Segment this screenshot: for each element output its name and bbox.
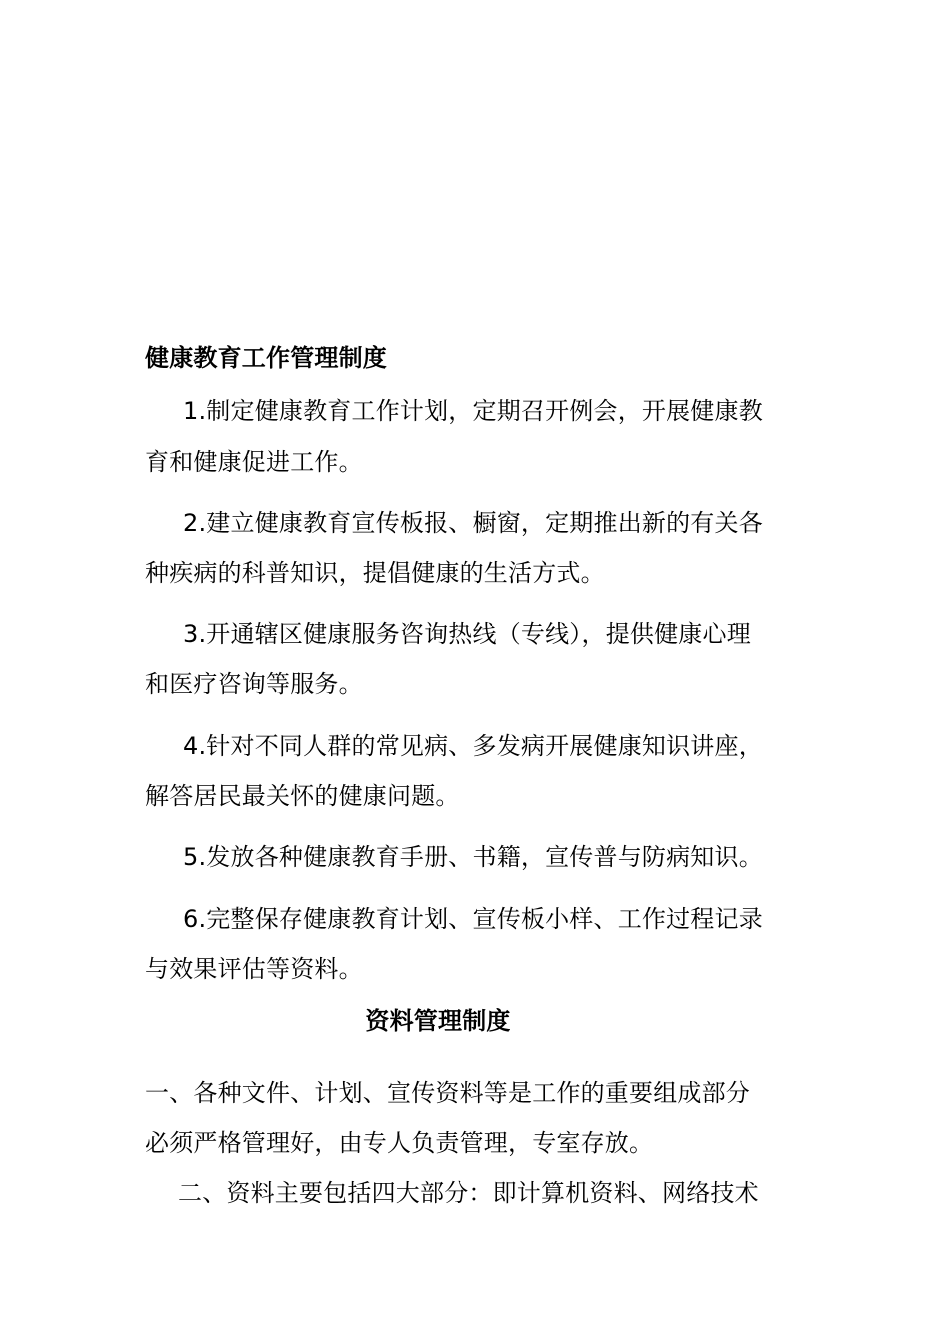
paragraph-5-line-1: 5.发放各种健康教育手册、书籍，宣传普与防病知识。: [183, 843, 763, 871]
records-paragraph-1-line-1: 一、各种文件、计划、宣传资料等是工作的重要组成部分: [145, 1079, 750, 1107]
paragraph-2-line-2: 种疾病的科普知识，提倡健康的生活方式。: [145, 559, 605, 587]
paragraph-4-line-2: 解答居民最关怀的健康问题。: [145, 782, 460, 810]
section-title-health-education: 健康教育工作管理制度: [145, 344, 387, 372]
paragraph-2-line-1: 2.建立健康教育宣传板报、橱窗，定期推出新的有关各: [183, 509, 763, 537]
records-paragraph-1-line-2: 必须严格管理好，由专人负责管理，专室存放。: [145, 1129, 654, 1157]
section-title-records-management: 资料管理制度: [365, 1007, 511, 1035]
paragraph-3-line-1: 3.开通辖区健康服务咨询热线（专线），提供健康心理: [183, 620, 751, 648]
paragraph-1-line-2: 育和健康促进工作。: [145, 448, 363, 476]
records-paragraph-2-line-1: 二、资料主要包括四大部分：即计算机资料、网络技术: [178, 1179, 759, 1207]
paragraph-1-line-1: 1.制定健康教育工作计划，定期召开例会，开展健康教: [183, 397, 763, 425]
paragraph-6-line-2: 与效果评估等资料。: [145, 955, 363, 983]
paragraph-6-line-1: 6.完整保存健康教育计划、宣传板小样、工作过程记录: [183, 905, 763, 933]
paragraph-4-line-1: 4.针对不同人群的常见病、多发病开展健康知识讲座，: [183, 732, 763, 760]
paragraph-3-line-2: 和医疗咨询等服务。: [145, 670, 363, 698]
